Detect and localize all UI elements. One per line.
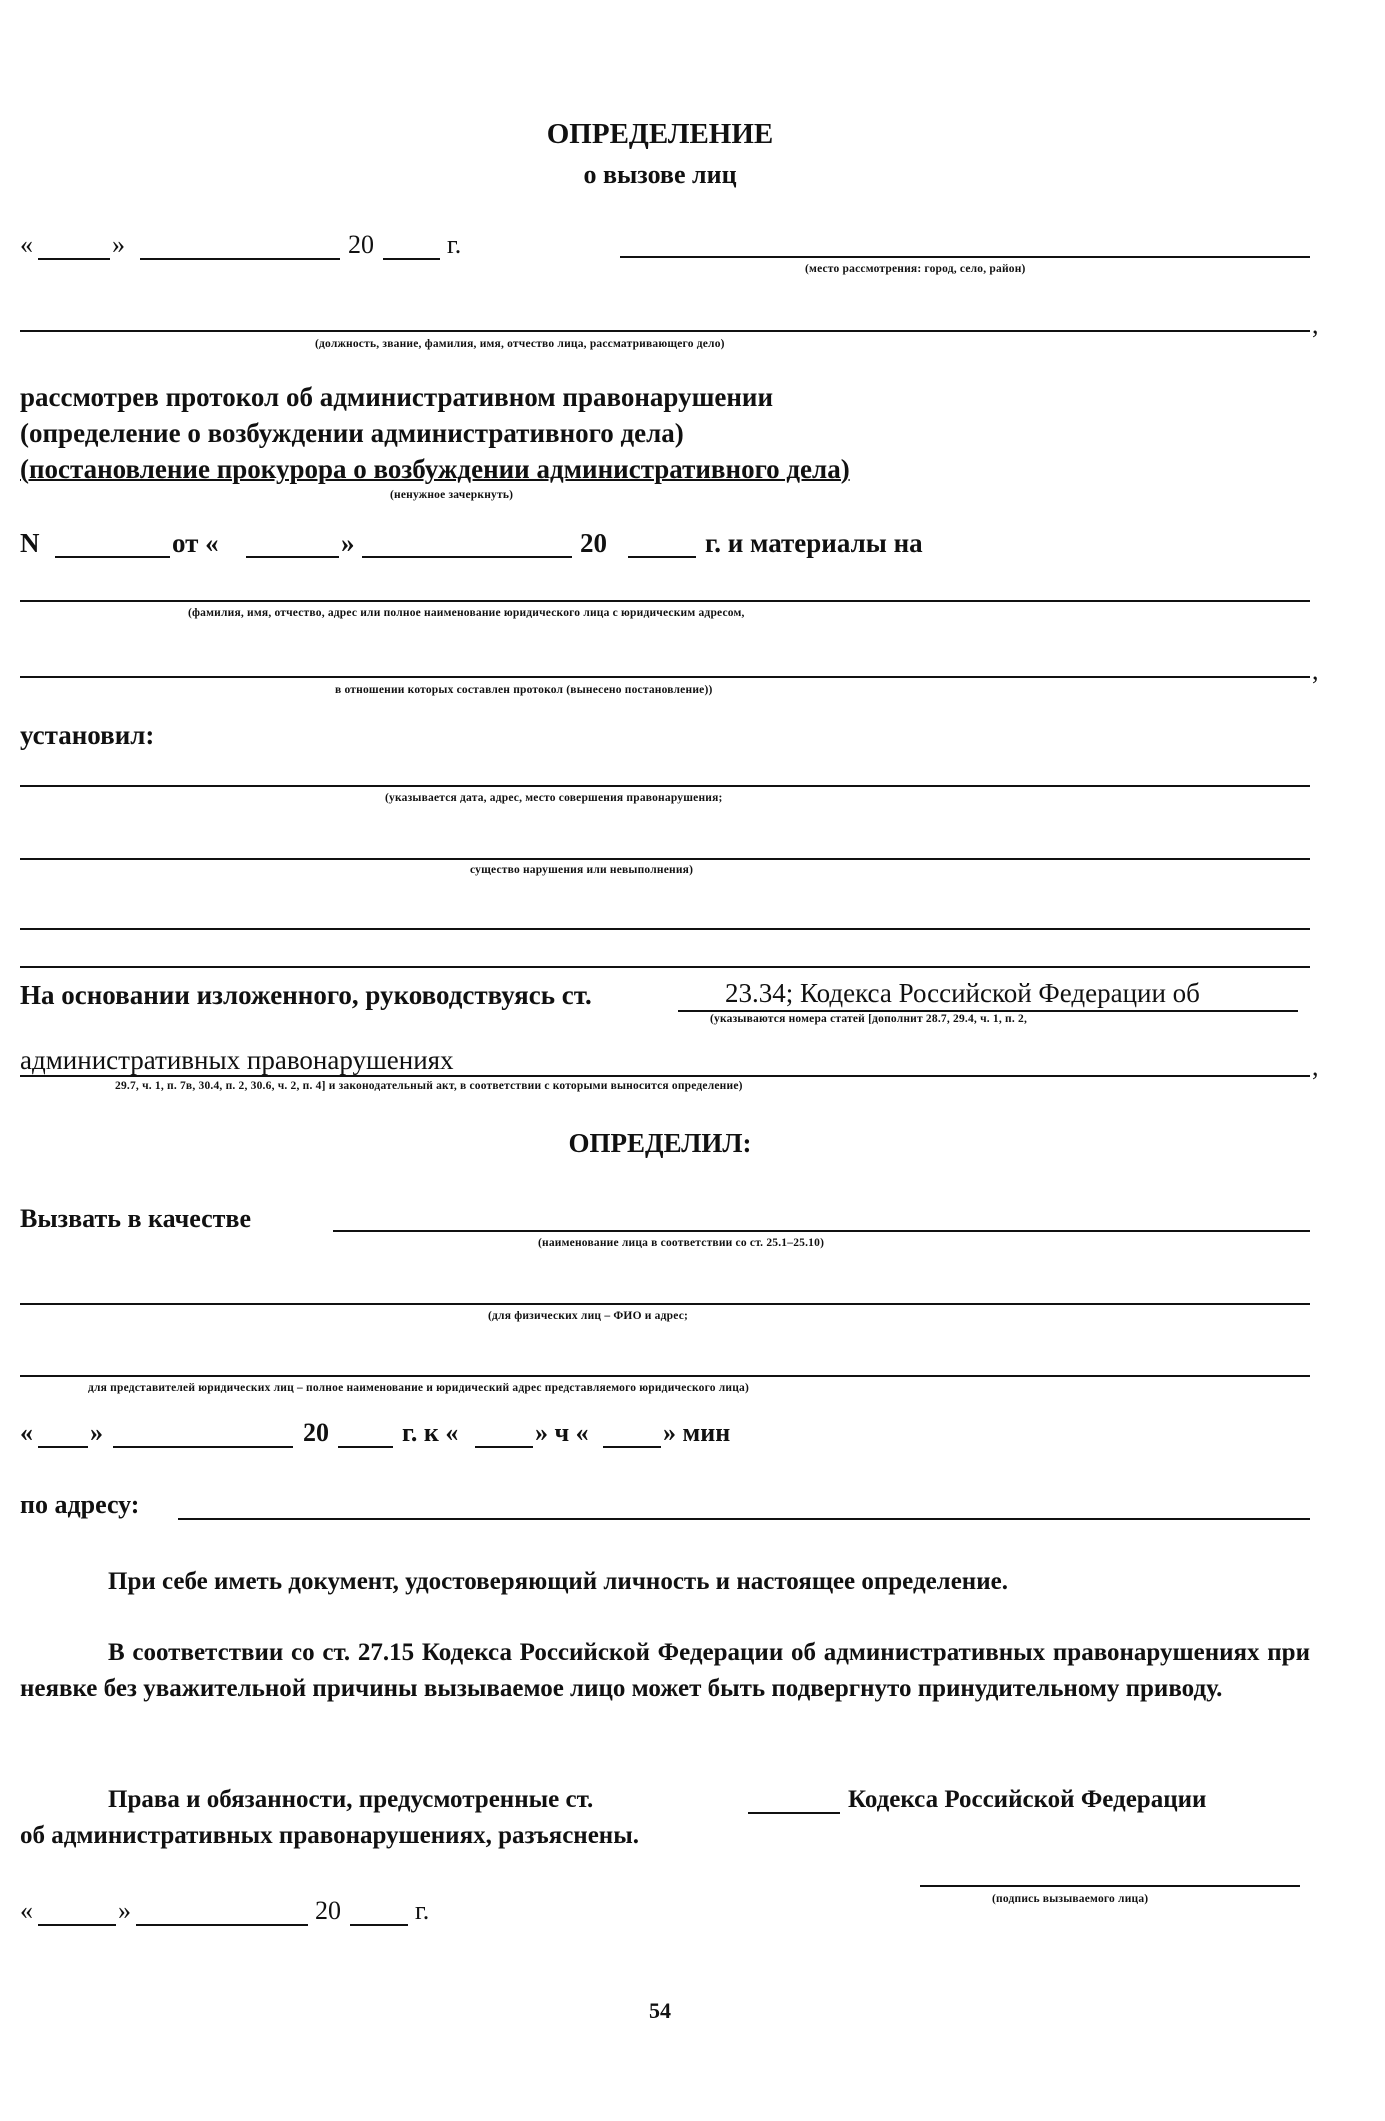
year-field[interactable] (383, 258, 440, 260)
number-year-prefix: 20 (580, 528, 607, 558)
address-field[interactable] (178, 1518, 1310, 1520)
established-field-3[interactable] (20, 928, 1310, 930)
established-caption-2: существо нарушения или невыполнения) (470, 864, 694, 876)
place-caption: (место рассмотрения: город, село, район) (805, 263, 1026, 275)
decided-caption-3: для представителей юридических лиц – полное наименование и юридический адрес представляемого юридического лица) (88, 1382, 750, 1394)
address-label: по адресу: (20, 1490, 140, 1519)
person-field[interactable] (20, 600, 1310, 602)
day-field[interactable] (38, 258, 110, 260)
summon-label: Вызвать в качестве (20, 1204, 251, 1233)
basis-filled-text: 23.34; Кодекса Российской Федерации об (725, 978, 1200, 1008)
basis-comma: , (1312, 1052, 1319, 1081)
summon-capacity-field[interactable] (333, 1230, 1310, 1232)
time-minutes-label: » мин (663, 1418, 731, 1447)
decided-caption-2: (для физических лиц – ФИО и адрес; (488, 1310, 689, 1322)
sign-month-field[interactable] (136, 1924, 308, 1926)
sign-year-suffix: г. (415, 1896, 430, 1925)
time-hours-label: » ч « (535, 1418, 589, 1447)
paragraph-document: При себе иметь документ, удостоверяющий личность и настоящее определение. (108, 1568, 1008, 1595)
basis-caption-2: 29.7, ч. 1, п. 7в, 30.4, п. 2, 30.6, ч. 2, п. 4] и законодательный акт, в соответствии с которыми выносится определение) (115, 1080, 743, 1092)
month-field[interactable] (140, 258, 340, 260)
number-close-quote: » (341, 528, 355, 558)
date-year-prefix: 20 (348, 230, 374, 259)
signature-field[interactable] (920, 1885, 1300, 1887)
paragraph-warning: В соответствии со ст. 27.15 Кодекса Российской Федерации об административных правонарушениях при неявке без уважительной причины вызываемое лицо может быть подвергнуто принудительному приводу. (20, 1639, 1310, 1702)
basis-articles-field[interactable] (678, 1010, 1298, 1012)
time-month-field[interactable] (113, 1446, 293, 1448)
time-day-field[interactable] (38, 1446, 88, 1448)
established-field-4[interactable] (20, 966, 1310, 968)
decided-title: ОПРЕДЕЛИЛ: (568, 1128, 752, 1158)
number-year-field[interactable] (628, 556, 696, 558)
considered-line-2: (определение о возбуждении административного дела) (20, 418, 684, 448)
summon-name-field[interactable] (20, 1303, 1310, 1305)
date-open-quote: « (20, 230, 33, 259)
document-title: ОПРЕДЕЛЕНИЕ (546, 118, 774, 150)
rights-text-start: Права и обязанности, предусмотренные ст. (108, 1786, 594, 1813)
person-caption: (фамилия, имя, отчество, адрес или полное наименование юридического лица с юридическим адресом, (188, 607, 745, 619)
sign-year-field[interactable] (350, 1924, 408, 1926)
document-subtitle: о вызове лиц (583, 160, 737, 189)
time-year-prefix: 20 (303, 1418, 329, 1447)
established-field-2[interactable] (20, 858, 1310, 860)
number-label: N (20, 528, 40, 558)
sign-year-prefix: 20 (315, 1896, 341, 1925)
person-comma: , (1312, 656, 1319, 685)
rights-text-middle: Кодекса Российской Федерации (848, 1786, 1207, 1813)
official-comma: , (1312, 310, 1319, 339)
basis-caption-1: (указываются номера статей [дополнит 28.7, 29.4, ч. 1, п. 2, (710, 1013, 1028, 1025)
official-field[interactable] (20, 330, 1310, 332)
time-minutes-field[interactable] (603, 1446, 661, 1448)
established-label: установил: (20, 720, 155, 750)
basis-text: На основании изложенного, руководствуясь ст. (20, 980, 592, 1010)
time-open-quote: « (20, 1418, 33, 1447)
official-caption: (должность, звание, фамилия, имя, отчество лица, рассматривающего дело) (315, 338, 725, 350)
sign-open-quote: « (20, 1896, 33, 1925)
decided-caption-1: (наименование лица в соответствии со ст. 25.1–25.10) (538, 1237, 825, 1249)
basis-filled-text-2: административных правонарушениях (20, 1045, 454, 1075)
summon-org-field[interactable] (20, 1375, 1310, 1377)
considered-caption: (ненужное зачеркнуть) (390, 489, 514, 501)
relation-caption: в отношении которых составлен протокол (вынесено постановление)) (335, 684, 713, 696)
place-field[interactable] (620, 256, 1310, 258)
date-year-suffix: г. (447, 230, 462, 259)
established-field-1[interactable] (20, 785, 1310, 787)
time-year-field[interactable] (338, 1446, 393, 1448)
number-month-field[interactable] (362, 556, 572, 558)
considered-line-3: (постановление прокурора о возбуждении административного дела) (20, 454, 850, 484)
number-day-field[interactable] (246, 556, 339, 558)
time-hours-field[interactable] (475, 1446, 533, 1448)
number-from-label: от « (172, 528, 219, 558)
sign-close-quote: » (118, 1896, 131, 1925)
signature-caption: (подпись вызываемого лица) (992, 1893, 1149, 1905)
date-close-quote: » (112, 230, 125, 259)
number-tail: г. и материалы на (705, 528, 923, 558)
time-close-quote: » (90, 1418, 103, 1447)
number-field[interactable] (55, 556, 170, 558)
person-field-2[interactable] (20, 676, 1310, 678)
page-number: 54 (649, 1998, 671, 2023)
established-caption-1: (указывается дата, адрес, место совершения правонарушения; (385, 792, 723, 804)
sign-day-field[interactable] (38, 1924, 116, 1926)
time-to-label: г. к « (402, 1418, 459, 1447)
considered-line-1: рассмотрев протокол об административном правонарушении (20, 382, 774, 412)
rights-article-field[interactable] (748, 1812, 840, 1814)
rights-text-end: об административных правонарушениях, разъяснены. (20, 1822, 639, 1849)
